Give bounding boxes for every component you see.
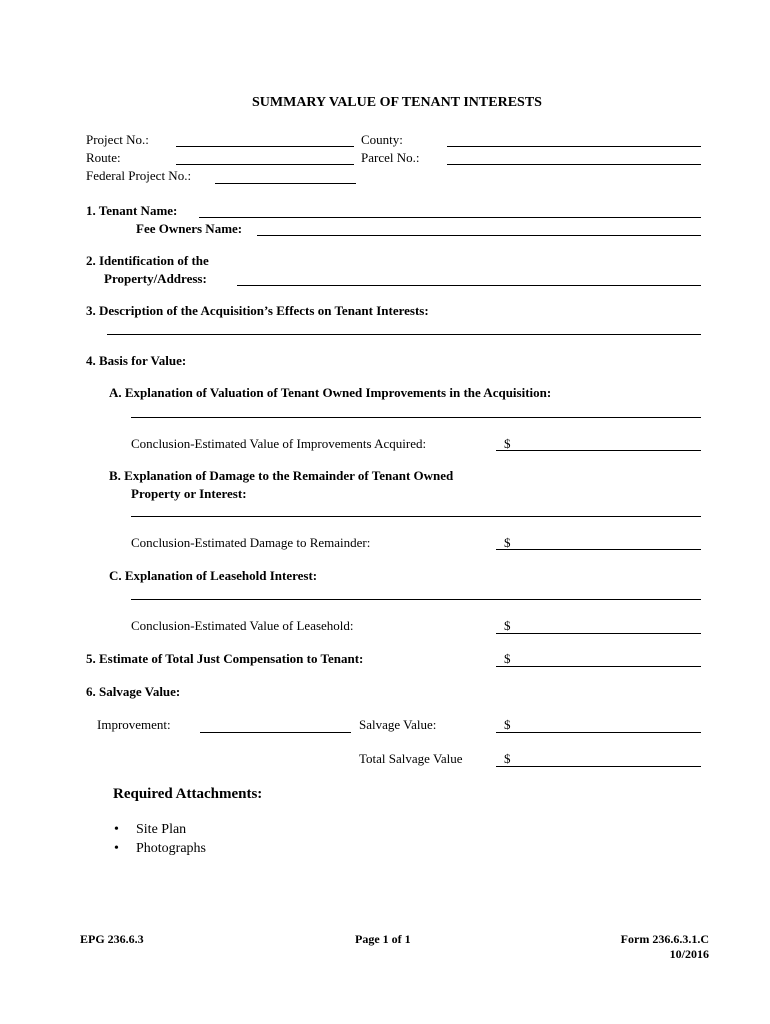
county-label: County: [361, 132, 403, 147]
dollar-sign: $ [504, 717, 511, 732]
total-salvage-field[interactable] [496, 766, 701, 767]
dollar-sign: $ [504, 651, 511, 666]
section-c-label: C. Explanation of Leasehold Interest: [109, 568, 318, 583]
section-b-field[interactable] [131, 516, 701, 517]
dollar-sign: $ [504, 618, 511, 633]
description-field[interactable] [107, 334, 701, 335]
tenant-name-label: 1. Tenant Name: [86, 203, 178, 218]
improvement-label: Improvement: [97, 717, 171, 732]
page-title: SUMMARY VALUE OF TENANT INTERESTS [252, 95, 542, 110]
property-address-label: Property/Address: [104, 271, 207, 286]
route-field[interactable] [176, 164, 354, 165]
route-label: Route: [86, 150, 121, 165]
project-no-field[interactable] [176, 146, 354, 147]
fee-owners-field[interactable] [257, 235, 701, 236]
fee-owners-label: Fee Owners Name: [136, 221, 243, 236]
total-compensation-field[interactable] [496, 666, 701, 667]
section-b-label-line2: Property or Interest: [131, 486, 247, 501]
total-compensation-label: 5. Estimate of Total Just Compensation to Tenant: [86, 651, 364, 666]
section-b-label: B. Explanation of Damage to the Remainder of Tenant Owned [109, 468, 454, 483]
dollar-sign: $ [504, 535, 511, 550]
improvement-field[interactable] [200, 732, 351, 733]
damage-conclusion-label: Conclusion-Estimated Damage to Remainder: [131, 535, 371, 550]
damage-value-field[interactable] [496, 549, 701, 550]
county-field[interactable] [447, 146, 701, 147]
federal-project-no-label: Federal Project No.: [86, 168, 192, 183]
dollar-sign: $ [504, 751, 511, 766]
section-a-field[interactable] [131, 417, 701, 418]
footer-epg: EPG 236.6.3 [80, 932, 144, 946]
attachment-item: Photographs [136, 841, 206, 856]
bullet-icon: • [114, 822, 119, 837]
improvements-value-field[interactable] [496, 450, 701, 451]
parcel-no-label: Parcel No.: [361, 150, 420, 165]
footer-date: 10/2016 [669, 947, 709, 961]
property-address-field[interactable] [237, 285, 701, 286]
improvements-conclusion-label: Conclusion-Estimated Value of Improvements Acquired: [131, 436, 427, 451]
total-salvage-label: Total Salvage Value [359, 751, 463, 766]
attachments-heading: Required Attachments: [113, 786, 263, 802]
salvage-value-field[interactable] [496, 732, 701, 733]
footer-page-number: Page 1 of 1 [355, 932, 411, 946]
section-c-field[interactable] [131, 599, 701, 600]
parcel-no-field[interactable] [447, 164, 701, 165]
dollar-sign: $ [504, 436, 511, 451]
salvage-value-heading: 6. Salvage Value: [86, 684, 181, 699]
footer-form-number: Form 236.6.3.1.C [620, 932, 709, 946]
basis-for-value-label: 4. Basis for Value: [86, 353, 187, 368]
federal-project-no-field[interactable] [215, 183, 356, 184]
bullet-icon: • [114, 841, 119, 856]
leasehold-value-field[interactable] [496, 633, 701, 634]
section-a-label: A. Explanation of Valuation of Tenant Owned Improvements in the Acquisition: [109, 385, 552, 400]
project-no-label: Project No.: [86, 132, 149, 147]
identification-label: 2. Identification of the [86, 253, 209, 268]
salvage-value-label: Salvage Value: [359, 717, 437, 732]
description-label: 3. Description of the Acquisition’s Effects on Tenant Interests: [86, 303, 429, 318]
tenant-name-field[interactable] [199, 217, 701, 218]
leasehold-conclusion-label: Conclusion-Estimated Value of Leasehold: [131, 618, 354, 633]
attachment-item: Site Plan [136, 822, 187, 837]
